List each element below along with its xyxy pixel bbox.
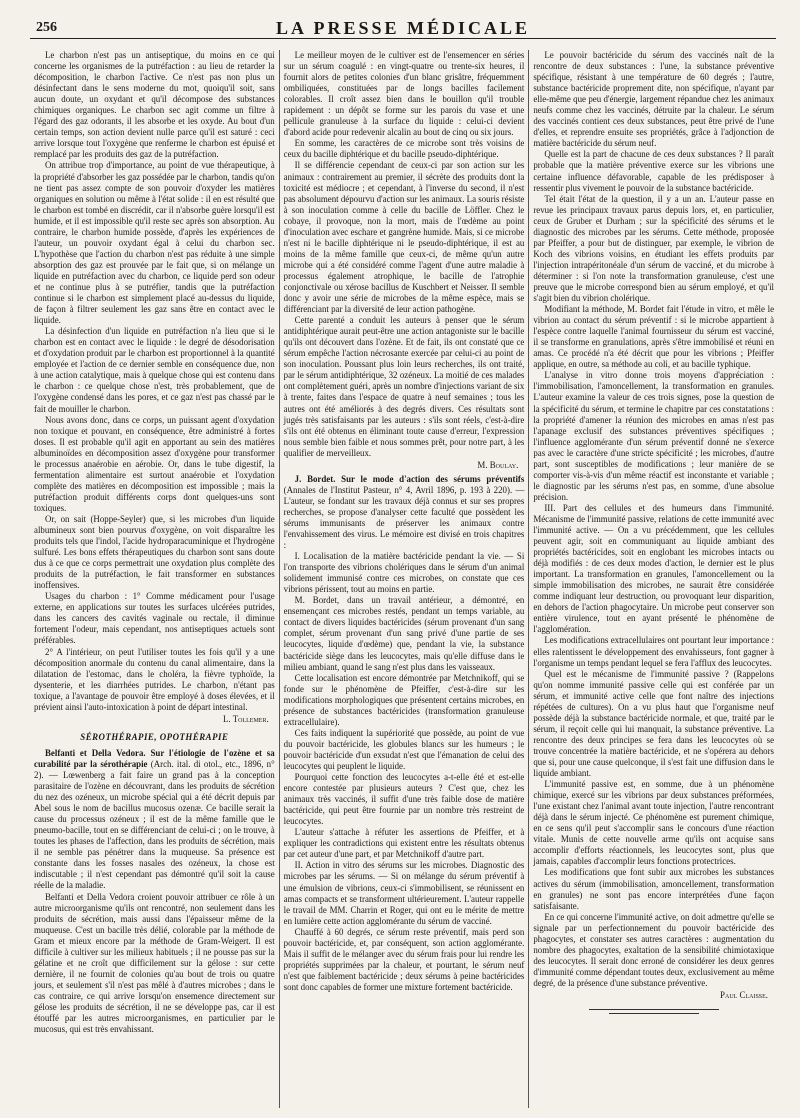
paragraph: Quel est le mécanisme de l'immunité passive ? (Rappelons qu'on nomme immunité passive celle qui est conférée par un sérum, et immunité active celle que font naître des injections répétées de cultures). On a vu plus haut que l'organisme neuf possède déjà la substance bactéricide normale, et que, traité par le sérum, il reçoit celle qui lui manquait, la substance préventive. La rencontre des deux principes se fera dans les leucocytes où se trouve concentrée la matière bactéricide, et ne s'opérera au dehors que si, pour une cause quelconque, il s'est fait une diffusion dans le liquide ambiant. xyxy=(533,668,775,779)
paragraph: Ces faits indiquent la supériorité que possède, au point de vue du pouvoir bactéricide, les globules blancs sur les humeurs ; le pouvoir bactéricide d'un exsudat n'est que l'émanation de celui des leucocytes qui peuplent le liquide. xyxy=(283,727,525,771)
paragraph: En somme, les caractères de ce microbe sont très voisins de ceux du bacille diphtérique et du bacille pseudo-diphtérique. xyxy=(283,138,525,160)
column-middle xyxy=(279,50,529,1108)
paragraph: M. Bordet, dans un travail antérieur, a démontré, en ensemençant ces microbes restés, pendant un temps variable, au contact de divers liquides bactéricides (sérum provenant d'un sang complet, sérum provenant d'un sang privé d'une partie de ses leucocytes, liquide d'œdème) que, pendant la vie, la substance bactéricide siège dans les leucocytes, mais qu'elle diffuse dans le milieu ambiant, quand le sang n'est plus dans les vaisseaux. xyxy=(283,595,525,672)
paragraph: Nous avons donc, dans ce corps, un puissant agent d'oxydation non toxique et pouvant, en conséquence, être administré à fortes doses. Il est probable qu'il agit en apportant au sein des matières albuminoïdes en décomposition assez d'oxygène pour transformer le processus anaérobie en aérobie. Or, dans le tube digestif, la fermentation alimentaire est surtout anaérobie et l'oxydation complète des matières en décomposition est impossible ; mais la putréfaction produit différents corps dont quelques-uns sont toxiques. xyxy=(34,414,275,513)
column-left xyxy=(30,50,279,1108)
paragraph: Modifiant la méthode, M. Bordet fait l'étude in vitro, et mêle le vibrion au contact du sérum préventif : si le microbe appartient à l'espèce contre laquelle l'animal fournisseur du sérum est vacciné, il se transforme en granulations, après s'être immobilisé et réuni en amas. Ce procédé n'a été décrit que pour les vibrions ; Pfeiffer applique, en outre, sa méthode au coli, et au bacille typhique. xyxy=(533,304,775,370)
author-signature: M. Boulay. xyxy=(477,459,519,470)
paragraph: Quelle est la part de chacune de ces deux substances ? Il paraît probable que la matière préventive exerce sur les vibrions une certaine influence défavorable, capable de les prédisposer à ressentir plus vivement le pouvoir de la substance bactéricide. xyxy=(533,149,775,193)
paragraph: Il se différencie cependant de ceux-ci par son action sur les animaux : contrairement au premier, il sécrète des produits dont la toxicité est médiocre ; et cependant, à l'inverse du second, il n'est pas absolument dépourvu d'action sur les animaux. La souris résiste à son inoculation comme à celle du bacille de Löffler. Chez le cobaye, il provoque, non la mort, mais de l'œdème au point d'inoculation avec eschare et gangrène humide. Mais, si ce microbe n'est ni le bacille diphtérique ni le pseudo-diphtérique, il est au moins de la même famille que ceux-ci, de même qu'un autre microbe qui a été considéré comme l'agent d'une autre maladie à processus également atrophique, le bacille de l'atrophie conjonctivale ou xérose bacillus de Kuschbert et Neisser. Il semble donc y avoir une série de microbes de la même espèce, mais se différenciant par la diversité de leur action pathogène. xyxy=(283,160,525,315)
paragraph: 2° A l'intérieur, on peut l'utiliser toutes les fois qu'il y a une décomposition anormale du contenu du canal alimentaire, dans la dilatation de l'estomac, dans le choléra, la fièvre typhoïde, la dysenterie, et les diarrhées putrides. Le charbon, n'étant pas toxique, a l'avantage de pouvoir être employé à doses élevées, et il prévient ainsi l'auto-intoxication à point de départ intestinal. xyxy=(34,646,275,712)
end-rule xyxy=(589,1009,719,1010)
paragraph: L'auteur s'attache à réfuter les assertions de Pfeiffer, et à expliquer les contradictions qui existent entre les résultats obtenus par cet auteur d'une part, et par Metchnikoff d'autre part. xyxy=(283,827,525,860)
paragraph: L'immunité passive est, en somme, due à un phénomène chimique, exercé sur les vibrions par deux substances préformées, l'une existant chez l'animal avant toute injection, l'autre rencontrant déjà dans le sérum injecté. Ce phénomène est purement chimique, en ce sens qu'il peut s'accomplir sans le concours d'une réaction vitale. Munis de cette nouvelle arme qu'ils ont acquise sans accomplir d'efforts réactionnels, les leucocytes sont, plus que jamais, capables d'accomplir leurs fonctions protectrices. xyxy=(533,779,775,867)
paragraph: On attribue trop d'importance, au point de vue thérapeutique, à la propriété d'absorber les gaz possédée par le charbon, tandis qu'on ne tient pas assez compte de son pouvoir d'oxyder les matières organiques en solution ou même à l'état solide : il en est résulté que le charbon est tombé en discrédit, car il n'absorbe guère lorsqu'il est humide, et il est impossible qu'il reste sec après son absorption. Au contraire, le charbon humide possède, d'après les expériences de l'auteur, un pouvoir oxydant égal à celui du charbon sec. L'hypothèse que l'action du charbon n'est pas réduite à une simple absorption des gaz est prouvée par le fait que, si on mélange un liquide en putréfaction avec du charbon, ce liquide perd son odeur et ne continue plus à se putréfier, tandis que la putréfaction continue si le charbon est simplement placé au-dessus du liquide, de façon à filtrer seulement les gaz sans être en contact avec le liquide. xyxy=(34,160,275,326)
paragraph: Pourquoi cette fonction des leucocytes a-t-elle été et est-elle encore contestée par plusieurs auteurs ? C'est que, chez les animaux très vaccinés, il suffit d'une très faible dose de matière bactéricide, qui peut être fournie par un nombre très restreint de leucocytes. xyxy=(283,772,525,827)
paragraph-text: (Annales de l'Institut Pasteur, n° 4, Avril 1896, p. 193 à 220). — L'auteur, se fondant sur les travaux déjà connus et sur ses propres recherches, se propose d'analyser cette faculté que possèdent les sérums immunisants de préserver les animaux contre l'envahissement des virus. Le mémoire est divisé en trois chapitres : xyxy=(283,484,525,551)
paragraph: Usages du charbon : 1° Comme médicament pour l'usage externe, en applications sur toutes les surfaces ulcérées putrides, dans les cancers des cavités vaginale ou rectale, il diminue fortement l'odeur, mais cependant, nos antiseptiques actuels sont préférables. xyxy=(34,591,275,646)
author-signature: Paul Claisse. xyxy=(720,989,769,1000)
column-right xyxy=(528,50,778,1108)
column-right-body xyxy=(533,50,774,1001)
paragraph-text: (Arch. ital. di otol., etc., 1896, n° 2). — Lœwenberg a fait faire un grand pas à la conception parasitaire de l'ozène en découvrant, dans les produits de sécrétion du nez des ozéneux, un microbe spécial qui a été décrit depuis par Abel sous le nom de bacillus mucosus ozenæ. Ce bacille serait la cause du processus ozéneux ; il est de la même famille que le pneumo-bacille, tout en se différenciant de celui-ci ; on le trouve, à toutes les phases de l'affection, dans les produits de sécrétion, mais il ne semble pas pénétrer dans la muqueuse. Sa présence est constante dans les fosses nasales des ozéneux, la chose est indiscutable ; il n'est cependant pas démontré qu'il soit la cause réelle de la maladie. xyxy=(34,758,275,891)
article-heading: Belfanti et Della Vedora. Sur l'étiologie de l'ozène et sa curabilité par la sérothérapie xyxy=(34,747,275,769)
paragraph: I. Localisation de la matière bactéricide pendant la vie. — Si l'on transporte des vibrions cholériques dans le sérum d'un animal solidement immunisé contre ces microbes, on constate que ces vibrions périssent, tout au moins en partie. xyxy=(283,551,525,595)
journal-title: LA PRESSE MÉDICALE xyxy=(275,18,531,38)
paragraph: Le meilleur moyen de le cultiver est de l'ensemencer en séries sur un sérum coagulé : en vingt-quatre ou trente-six heures, il fournit alors de petites colonies d'un blanc grisâtre, fréquemment ombiliquées, constituées par de longs bacilles facilement colorables. Il croît assez bien dans le bouillon qu'il trouble rapidement : un dépôt se forme sur les parois du vase et une pellicule granuleuse à la surface du liquide : celui-ci devient d'abord acide pour redevenir alcalin au bout de cinq ou six jours. xyxy=(283,50,525,138)
paragraph: Cette parenté a conduit les auteurs à penser que le sérum antidiphtérique aurait peut-être une action antagoniste sur le bacille qu'ils ont découvert dans l'ozène. Et de fait, ils ont constaté que ce sérum empêche l'action nécrosante exercée par celui-ci au point de son inoculation. Poussant plus loin leurs recherches, ils ont traité, par le sérum antidiphtérique, 32 ozéneux. La moitié de ces malades ont complètement guéri, après un nombre d'injections variant de six à trente, faites dans l'espace de quatre à neuf semaines ; tous les autres ont été améliorés à des degrés divers. Ces résultats sont jugés très satisfaisants par les auteurs : s'ils sont réels, c'est-à-dire s'ils ont été obtenus en éliminant toute cause d'erreur, l'expression nous semble bien faible et nous sommes prêt, pour notre part, à les qualifier de merveilleux. xyxy=(283,315,525,458)
article-heading: J. Bordet. Sur le mode d'action des sérums préventifs xyxy=(294,473,525,484)
paragraph: III. Part des cellules et des humeurs dans l'immunité. Mécanisme de l'immunité passive, relations de cette immunité avec l'immunité active. — On a vu précédemment, que les cellules peuvent agir, soit en communiquant au liquide ambiant des propriétés bactéricides, soit en englobant les microbes intacts ou déjà modifiés : de ces deux modes d'action, le dernier est le plus important. La transformation en granules, l'amoncellement ou la simple immobilisation des microbes, ne saurait être considérée comme indiquant leur destruction, ou provoquant leur disparition, en dehors de l'action phagocytaire. Un microbe peut conserver son entière virulence, tout en ayant présenté le phénomène de l'agglomération. xyxy=(533,502,775,635)
paragraph xyxy=(34,748,275,892)
page-number: 256 xyxy=(36,20,57,35)
paragraph xyxy=(284,474,525,551)
paragraph: Le pouvoir bactéricide du sérum des vaccinés naît de la rencontre de deux substances : l'une, la substance préventive spécifique, résistant à une température de 60 degrés ; l'autre, substance bactéricide proprement dite, non spécifique, n'ayant par elle-même que peu d'énergie, largement répandue chez les animaux neufs comme chez les vaccinés, détruite par la chaleur. Le sérum des vaccinés contient ces deux substances, peut être privé de l'une d'elles, et reprendre ensuite ses propriétés, grâce à l'adjonction de matière bactéricide du sérum neuf. xyxy=(533,50,775,149)
paragraph: Belfanti et Della Vedora croient pouvoir attribuer ce rôle à un autre microorganisme qu'ils ont rencontré, non seulement dans les produits de sécrétion, mais aussi dans l'épaisseur même de la muqueuse. C'est un bacille très délié, colorable par la méthode de Gram et mieux encore par la méthode de Gram-Weigert. Il est difficile à cultiver sur les milieux habituels ; il ne pousse pas sur la gélatine et ne croît que difficilement sur la gélose : sur cette dernière, il ne fournit de colonies qu'au bout de trois ou quatre jours, et seulement s'il n'est pas mêlé à d'autres microbes ; dans le cas contraire, ce qui arrive lorsqu'on ensemence directement sur gélose les produits de sécrétion, il ne se développe pas, car il est étouffé par les autres microorganismes, en particulier par le mucosus, qui est très envahissant. xyxy=(34,891,275,1035)
end-rule-short xyxy=(609,1013,699,1014)
section-heading: SÉROTHÉRAPIE, OPOTHÉRAPIE xyxy=(80,731,229,742)
paragraph: La désinfection d'un liquide en putréfaction n'a lieu que si le charbon est en contact avec le liquide : le degré de désodorisation et d'oxydation produit par le charbon est proportionnel à la quantité employée et l'action de ce dernier semble en conséquence due, non à une action catalytique, mais à quelque chose qui est contenu dans le charbon : ce quelque chose n'est, très probablement, que de l'oxygène condensé dans les pores, et ce gaz n'est pas chassé par le fait de mouiller le charbon. xyxy=(34,326,275,414)
paragraph: Le charbon n'est pas un antiseptique, du moins en ce qui concerne les organismes de la putréfaction : au lieu de retarder la décomposition, le charbon l'active. Ce n'est pas non plus un désinfectant dans le sens moderne du mot, quoiqu'il soit, sans aucun doute, un oxydant et qu'il décompose des substances chimiques organiques. Le charbon sec agit comme un filtre à l'égard des gaz odorants, il les absorbe et les oxyde. Au bout d'un certain temps, son action devient nulle parce qu'il est saturé : ceci arrive lorsque tout l'oxygène que renferme le charbon est épuisé et remplacé par les produits des gaz de la putréfaction. xyxy=(34,50,275,160)
paragraph: II. Action in vitro des sérums sur les microbes. Diagnostic des microbes par les sérums. — Si on mélange du sérum préventif à une émulsion de vibrions, ceux-ci s'immobilisent, se réunissent en amas compacts et se transforment ultérieurement. L'auteur rappelle le travail de MM. Charrin et Roger, qui ont eu le mérite de mettre en lumière cette action agglomérante du sérum de vacciné. xyxy=(283,860,525,926)
paragraph: Chauffé à 60 degrés, ce sérum reste préventif, mais perd son pouvoir bactéricide, et, par conséquent, son action agglomérante. Mais il suffit de le mélanger avec du sérum frais pour lui rendre les propriétés supprimées par la chaleur, et pourtant, le sérum neuf n'est que faiblement bactéricide ; deux sérums à peine bactéricides sont donc capables de former une mixture fortement bactéricide. xyxy=(283,926,525,992)
article-columns xyxy=(30,50,778,1108)
paragraph: En ce qui concerne l'immunité active, on doit admettre qu'elle se signale par un perfectionnement du pouvoir bactéricide des phagocytes, et constater ses autres caractères : augmentation du nombre des phagocytes, exaltation de la sensibilité chimiotaxique des leucocytes. Il serait donc erroné de considérer les deux genres d'immunité comme dépendant toutes deux, exclusivement au même degré, de la présence d'une substance préventive. xyxy=(533,911,775,988)
paragraph: Cette localisation est encore démontrée par Metchnikoff, qui se fonde sur le phénomène de Pfeiffer, c'est-à-dire sur les modifications morphologiques que présentent certains microbes, en présence de substances bactéricides (transformation granuleuse extracellulaire). xyxy=(283,672,525,727)
paragraph: Les modifications extracellulaires ont pourtant leur importance : elles ralentissent le développement des envahisseurs, font gagner à l'organisme un temps pendant lequel se fera l'afflux des leucocytes. xyxy=(533,635,775,668)
paragraph: L'analyse in vitro donne trois moyens d'appréciation : l'immobilisation, l'amoncellement, la transformation en granules. L'auteur examine la valeur de ces trois signes, pose la question de la spécificité du sérum, et termine le chapitre par ces constatations : la propriété d'amener la réunion des microbes en amas n'est pas l'apanage exclusif des substances préventives spécifiques ; l'influence agglomérante d'un sérum préventif donné ne s'exerce pas avec le caractère d'une stricte spécificité ; les microbes, d'autre part, sont susceptibles de modifications ; leur manière de se comporter vis-à-vis d'un même réactif est inconstante et variable ; le diagnostic par les sérums n'est pas, en somme, d'une absolue précision. xyxy=(533,370,775,502)
paragraph: Or, on sait (Hoppe-Seyler) que, si les microbes d'un liquide albumineux sont bien pourvus d'oxygène, on voit disparaître les produits tels que l'indol, l'acide hydroparacuminique et l'hydrogène sulfuré. Les bons effets thérapeutiques du charbon sont sans doute dus à ce que ce corps permettrait une oxydation plus complète des produits de la putréfaction, le fait transformer en substances inoffensives. xyxy=(34,513,275,591)
page-header xyxy=(30,12,776,39)
author-signature: L. Tollemer. xyxy=(223,713,269,724)
paragraph: Tel était l'état de la question, il y a un an. L'auteur passe en revue les principaux travaux parus depuis lors, et, en particulier, ceux de Gruber et Durham ; sur la spécificité des sérums et le diagnostic des microbes par les sérums. Cette méthode, proposée par Pfeiffer, a pour but de distinguer, par exemple, le vibrion de Koch des vibrions voisins, en étudiant les effets produits par l'injection intrapéritonéale d'un sérum de vacciné, et du microbe à déterminer : si l'on note la transformation granuleuse, c'est une preuve que le microbe correspond bien au sérum employé, et qu'il s'agit bien du vibrion cholérique. xyxy=(533,193,775,304)
paragraph: Les modifications que font subir aux microbes les substances actives du sérum (immobilisation, amoncellement, transformation en granules) ne sont pas encore interprétées d'une façon satisfaisante. xyxy=(533,867,775,911)
